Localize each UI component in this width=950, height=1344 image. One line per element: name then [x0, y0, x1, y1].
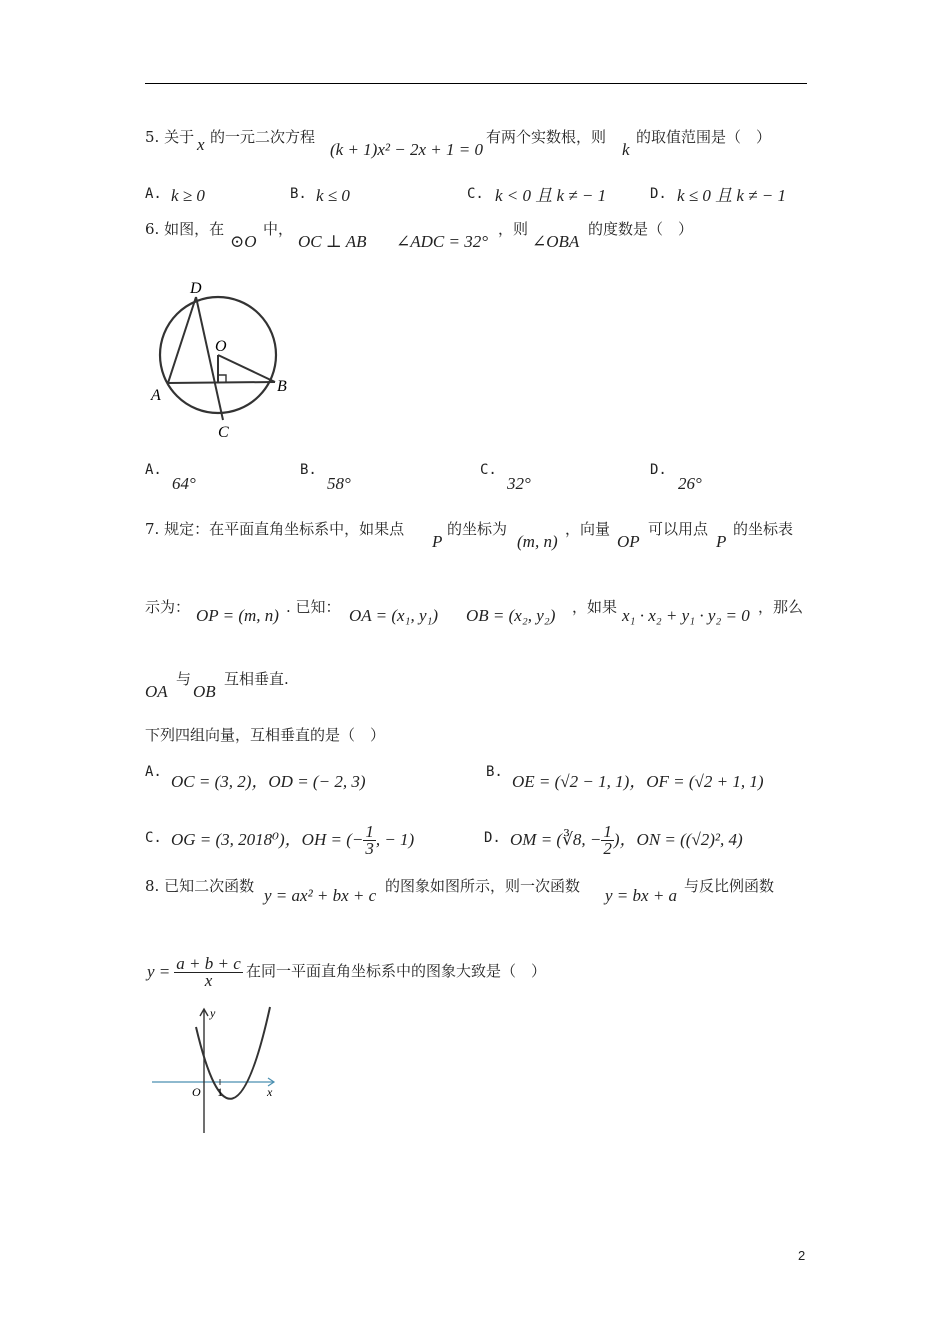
q7-option-c-text-a: OG = (3, 2018⁰)，OH = (− — [171, 830, 364, 849]
q6-stem-a: 6. 如图，在 — [145, 220, 225, 238]
q5-stem-b: 的一元二次方程 — [210, 128, 316, 146]
label-x: x — [267, 1085, 273, 1099]
q6-angle-asked: ∠OBA — [532, 232, 580, 251]
q7-option-c-num: 1 — [365, 821, 374, 841]
q6-stem-d: 的度数是（ ） — [588, 220, 694, 238]
q7-option-c-den: 3 — [365, 838, 374, 858]
q7-option-a-letter: A. — [145, 764, 162, 780]
q5-var-x: x — [197, 135, 205, 154]
label-c: C — [218, 424, 229, 440]
q7-option-c-fraction — [363, 821, 376, 858]
q8-frac-num: a + b + c — [176, 953, 241, 973]
q5-option-d: k ≤ 0 且 k ≠ − 1 — [677, 186, 786, 205]
q7-option-d-num: 1 — [603, 821, 612, 841]
q7-option-b: OE = (√2 − 1, 1)，OF = (√2 + 1, 1) — [512, 772, 764, 791]
q7-var-p-2: P — [716, 532, 727, 551]
q7-line3-yu: 与 — [176, 670, 192, 688]
q6-circle-figure — [148, 275, 293, 440]
q7-line2-a: 示为： — [145, 598, 191, 616]
q7-line2-d: ，那么 — [758, 598, 804, 616]
q7-option-d-fraction — [601, 821, 614, 858]
q6-option-d-letter: D. — [650, 462, 667, 478]
q6-option-a: 64° — [172, 474, 196, 493]
q7-ask: 下列四组向量，互相垂直的是（ ） — [145, 726, 386, 744]
q8-stem-a: 8. 已知二次函数 — [145, 877, 255, 895]
parabola-curve — [196, 1007, 270, 1099]
q6-stem-c: ，则 — [498, 220, 529, 238]
q7-line2-eq3: OB = (x₂, y₂) — [466, 606, 556, 625]
page-number: 2 — [798, 1248, 806, 1263]
q5-option-a: k ≥ 0 — [171, 186, 205, 205]
q7-line3-ob: OB — [193, 682, 216, 701]
q7-line3-end: 互相垂直. — [224, 670, 289, 688]
q6-angle-given: ∠ADC = 32° — [396, 232, 489, 251]
q7-stem-a: 7. 规定：在平面直角坐标系中，如果点 — [145, 520, 405, 538]
q7-line2-eq2: OA = (x₁, y₁) — [349, 606, 439, 625]
q8-reciprocal-function — [147, 948, 243, 996]
q8-stem-c: 与反比例函数 — [684, 877, 775, 895]
chord-ab — [168, 382, 275, 383]
q7-line2-c: ，如果 — [572, 598, 618, 616]
q5-equation: (k + 1)x² − 2x + 1 = 0 — [330, 140, 483, 159]
q6-circle: ⊙O — [230, 232, 257, 251]
q7-option-d-den: 2 — [603, 838, 612, 858]
q7-option-b-letter: B. — [486, 764, 503, 780]
q5-option-c: k < 0 且 k ≠ − 1 — [495, 186, 607, 205]
q5-option-a-letter: A. — [145, 186, 162, 202]
q8-fraction — [174, 953, 243, 990]
label-b: B — [277, 378, 287, 395]
q5-option-d-letter: D. — [650, 186, 667, 202]
q7-line3-oa: OA — [145, 682, 168, 701]
q7-mn: (m, n) — [517, 532, 558, 551]
label-d: D — [190, 280, 202, 297]
q5-var-k: k — [622, 140, 630, 159]
q5-option-b: k ≤ 0 — [316, 186, 350, 205]
q8-quad: y = ax² + bx + c — [264, 886, 377, 905]
q6-option-c: 32° — [507, 474, 531, 493]
q7-option-d-text-b: )，ON = ((√2)², 4) — [613, 830, 743, 849]
q7-option-c-letter: C. — [145, 830, 162, 846]
q6-option-a-letter: A. — [145, 462, 162, 478]
q7-line2-eq4: x₁ · x₂ + y₁ · y₂ = 0 — [622, 606, 750, 625]
q8-parabola-figure — [152, 1005, 292, 1140]
q7-option-d-text-a: OM = (∛8, − — [510, 830, 602, 849]
q8-linear: y = bx + a — [605, 886, 678, 905]
q5-stem-d: 的取值范围是（ ） — [636, 128, 772, 146]
q7-stem-d: 可以用点 — [648, 520, 709, 538]
q7-option-c-text-b: , − 1) — [375, 830, 415, 849]
q7-option-a: OC = (3, 2)，OD = (− 2, 3) — [171, 772, 366, 791]
q8-stem-b: 的图象如图所示，则一次函数 — [385, 877, 581, 895]
label-y: y — [210, 1006, 216, 1020]
q7-option-c — [171, 816, 414, 864]
q5-option-b-letter: B. — [290, 186, 307, 202]
q8-frac-den: x — [204, 970, 213, 990]
header-rule — [145, 83, 807, 84]
q5-option-c-letter: C. — [467, 186, 484, 202]
q6-option-b-letter: B. — [300, 462, 317, 478]
q7-stem-c: ，向量 — [565, 520, 611, 538]
q6-option-c-letter: C. — [480, 462, 497, 478]
q7-option-d-letter: D. — [484, 830, 501, 846]
q7-line2-b: . 已知： — [286, 598, 341, 616]
label-o: O — [215, 338, 227, 355]
q7-var-p: P — [432, 532, 443, 551]
q8-y-eq: y = — [147, 962, 171, 981]
q8-stem-d: 在同一平面直角坐标系中的图象大致是（ ） — [246, 962, 547, 980]
q6-perp: OC ⊥ AB — [298, 232, 367, 251]
q7-line2-eq1: OP = (m, n) — [196, 606, 279, 625]
q5-stem-a: 5. 关于 — [145, 128, 195, 146]
label-a: A — [151, 387, 161, 404]
q6-option-d: 26° — [678, 474, 702, 493]
label-origin: O — [192, 1085, 201, 1099]
q7-stem-e: 的坐标表 — [733, 520, 794, 538]
q6-option-b: 58° — [327, 474, 351, 493]
q7-option-d — [510, 816, 743, 864]
q6-stem-b: 中， — [263, 220, 294, 238]
q7-stem-b: 的坐标为 — [447, 520, 508, 538]
label-one: 1 — [217, 1085, 223, 1099]
q7-op: OP — [617, 532, 640, 551]
q5-stem-c: 有两个实数根，则 — [486, 128, 607, 146]
